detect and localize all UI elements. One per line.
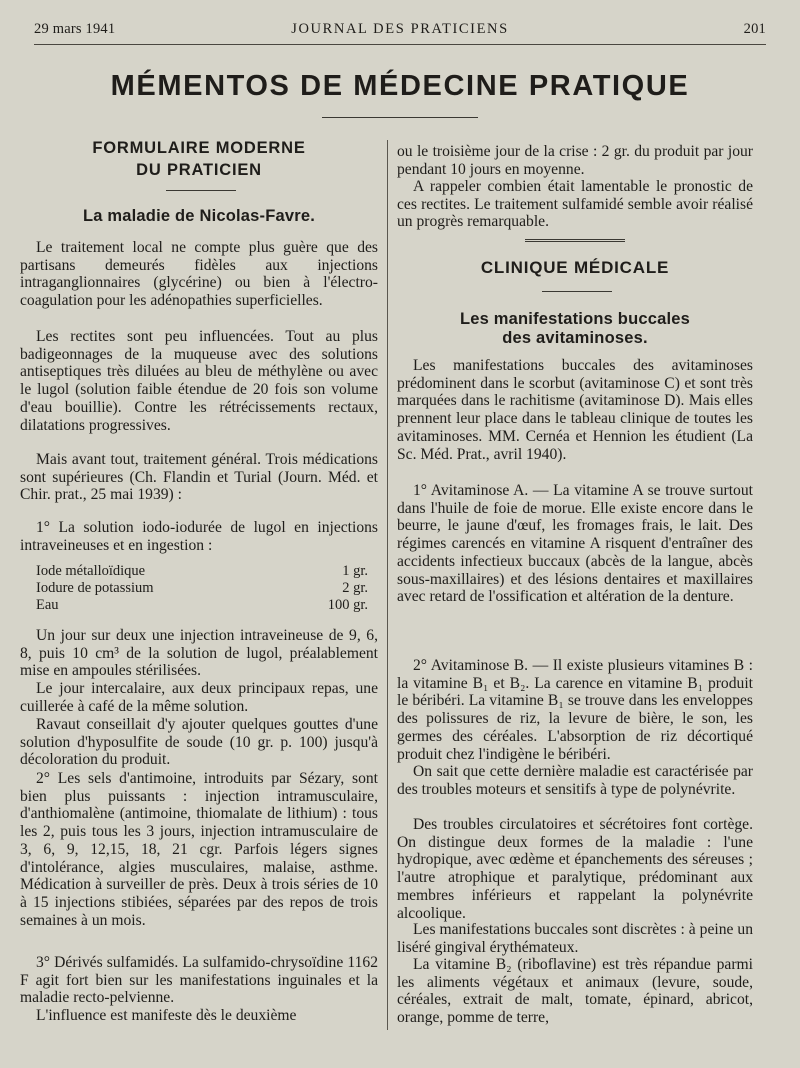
paragraph: A rappeler combien était lamentable le pronostic de ces rectites. Le traitement sulfamidé semble avoir réalisé un progrès remarquable. (397, 178, 753, 231)
formula-item: Eau (36, 597, 59, 613)
paragraph: ou le troisième jour de la crise : 2 gr. du produit par jour pendant 10 jours en moyenne. (397, 143, 753, 178)
formula-qty: 2 gr. (342, 580, 368, 596)
formula-qty: 100 gr. (327, 597, 368, 613)
paragraph: Les manifestations buccales sont discrètes : à peine un liséré gingival érythémateux. (397, 921, 753, 956)
paragraph: 2° Les sels d'antimoine, introduits par Sézary, sont bien plus puissants : injection intramusculaire, d'anthiomalène (antimoine, thiomalate de lithium) : tous les 2, puis tous les 3 jours, injection intramusculaire de 3, 6, 9, 12,15, 18, 21 cgr. Parfois légers signes d'intolérance, algies musculaires, malaise, asthme. Médication à surveiller de près. Deux à trois séries de 10 à 15 injections stibiées, séparées par des repos de trois semaines à un mois. (20, 770, 378, 929)
paragraph: Des troubles circulatoires et sécrétoires font cortège. On distingue deux formes de la maladie : l'une hydropique, avec œdème et épanchements des séreuses ; l'autre atrophique et paralytique, prédominant aux membres inférieurs et rappelant la polynévrite alcoolique. (397, 816, 753, 922)
paragraph: Le traitement local ne compte plus guère que des partisans demeurés fidèles aux injections intraganglionnaires (glycérine) ou bien à l'électro-coagulation pour les adénopathies superficielles. (20, 239, 378, 310)
formula-qty: 1 gr. (342, 563, 368, 579)
paragraph: Les manifestations buccales des avitaminoses prédominent dans le scorbut (avitaminose C) et sont très marquées dans le rachitisme (avitaminose D). Mais elles prennent leur place dans le tableau clinique de toutes les avitaminoses. MM. Cernéa et Hennion les étudient (La Sc. Méd. Prat., avril 1940). (397, 357, 753, 463)
formula-row (20, 580, 378, 597)
paragraph: 1° La solution iodo-iodurée de lugol en injections intraveineuses et en ingestion : (20, 519, 378, 554)
article-subtitle: des avitaminoses. (502, 329, 648, 347)
paragraph: Le jour intercalaire, aux deux principaux repas, une cuillerée à café de la même solution. (20, 680, 378, 715)
journal-name: JOURNAL DES PRATICIENS (291, 21, 509, 37)
formula-row (20, 597, 378, 614)
formula-row (20, 563, 378, 580)
paragraph: Un jour sur deux une injection intraveineuse de 9, 6, 8, puis 10 cm³ de la solution de lugol, préalablement mise en ampoules stérilisées. (20, 627, 378, 680)
page-number: 201 (743, 21, 766, 37)
paragraph: On sait que cette dernière maladie est caractérisée par des troubles moteurs et sensitifs à type de polynévrite. (397, 763, 753, 798)
paragraph: La vitamine B₂ (riboflavine) est très répandue parmi les aliments végétaux et animaux (levure, soude, céréales, extrait de malt, tomate, épinard, abricot, orange, pomme de terre, (397, 956, 753, 1027)
section-title-clinique: CLINIQUE MÉDICALE (480, 258, 670, 277)
formula-item: Iodure de potassium (36, 580, 154, 596)
double-rule (525, 239, 625, 242)
paragraph: L'influence est manifeste dès le deuxième (36, 1007, 297, 1024)
column-divider (387, 140, 388, 1030)
article-subtitle: La maladie de Nicolas-Favre. (82, 207, 316, 225)
section-rule (542, 291, 612, 292)
article-subtitle: Les manifestations buccales (459, 310, 691, 328)
formula-item: Iode métalloïdique (36, 563, 146, 579)
section-title-formulaire: FORMULAIRE MODERNE (92, 139, 306, 157)
paragraph: Les rectites sont peu influencées. Tout au plus badigeonnages de la muqueuse avec des solutions antiseptiques très diluées au bleu de méthylène ou avec le lugol (solution faible étendue de 20 fois son volume d'eau bouillie). Contre les rétrécissements rectaux, dilatations progressives. (20, 328, 378, 434)
issue-date: 29 mars 1941 (34, 21, 116, 37)
formula-table (20, 563, 378, 614)
header-rule (34, 44, 766, 45)
paragraph: 2° Avitaminose B. — Il existe plusieurs vitamines B : la vitamine B₁ et B₂. La carence en vitamine B₁ produit le béribéri. La vitamine B₁ se trouve dans les enveloppes des polissures de riz, la levure de bière, le son, les germes des céréales. L'absorption de riz décortiqué produit chez l'indigène le béribéri. (397, 657, 753, 763)
title-rule (322, 117, 478, 118)
paragraph: 3° Dérivés sulfamidés. La sulfamido-chrysoïdine 1162 F agit fort bien sur les manifestations inguinales et la maladie recto-pelvienne. (20, 954, 378, 1007)
section-title-praticien: DU PRATICIEN (136, 161, 262, 179)
paragraph: 1° Avitaminose A. — La vitamine A se trouve surtout dans l'huile de foie de morue. Elle existe encore dans le beurre, le jaune d'œuf, les fromages frais, le lait. Des régimes carencés en vitamine A risquent d'entraîner des accidents infectieux buccaux (abcès de la langue, abcès sous-maxillaires) et des lésions dentaires et maxillaires avec retard de l'ossification et altération de la denture. (397, 482, 753, 606)
paragraph: Ravaut conseillait d'y ajouter quelques gouttes d'une solution d'hyposulfite de soude (10 gr. p. 100) jusqu'à décoloration du produit. (20, 716, 378, 769)
page-title: MÉMENTOS DE MÉDECINE PRATIQUE (110, 70, 690, 102)
section-rule (166, 190, 236, 191)
paragraph: Mais avant tout, traitement général. Trois médications sont supérieures (Ch. Flandin et Turial (Journ. Méd. et Chir. prat., 25 mai 1939) : (20, 451, 378, 504)
running-header (34, 21, 766, 41)
